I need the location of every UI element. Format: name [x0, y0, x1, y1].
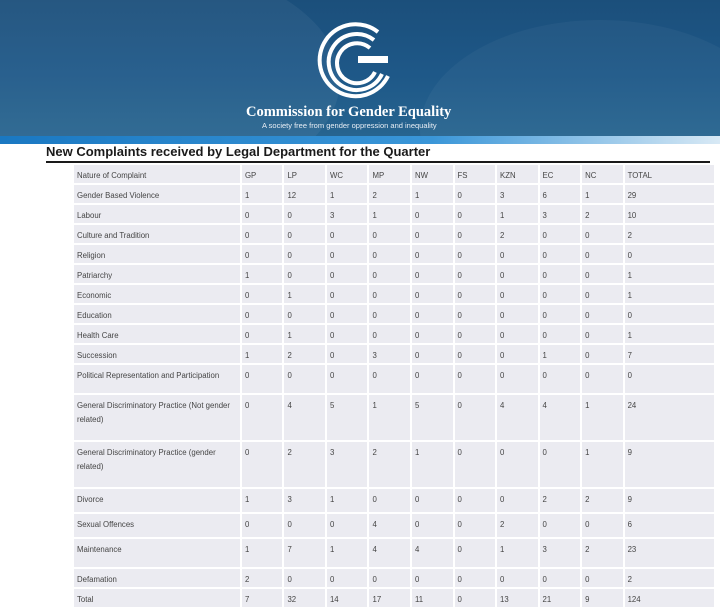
count-cell: 1 [283, 284, 326, 304]
count-cell: 0 [496, 568, 539, 588]
count-cell: 1 [368, 394, 411, 441]
count-cell: 3 [368, 344, 411, 364]
row-total-cell: 7 [624, 344, 715, 364]
count-cell: 0 [368, 224, 411, 244]
count-cell: 11 [411, 588, 454, 608]
table-row [73, 304, 715, 324]
count-cell: 0 [496, 324, 539, 344]
column-header: MP [368, 164, 411, 184]
count-cell: 0 [326, 304, 369, 324]
count-cell: 0 [454, 344, 497, 364]
count-cell: 0 [241, 441, 284, 488]
count-cell: 1 [241, 488, 284, 513]
count-cell: 0 [496, 441, 539, 488]
count-cell: 0 [411, 304, 454, 324]
count-cell: 0 [496, 304, 539, 324]
count-cell: 0 [283, 513, 326, 538]
count-cell: 0 [454, 488, 497, 513]
header-banner [0, 0, 720, 136]
count-cell: 0 [581, 513, 624, 538]
accent-stripe [0, 136, 720, 144]
count-cell: 0 [241, 394, 284, 441]
row-total-cell: 2 [624, 568, 715, 588]
column-header: TOTAL [624, 164, 715, 184]
count-cell: 0 [326, 568, 369, 588]
table-row [73, 224, 715, 244]
count-cell: 0 [581, 244, 624, 264]
count-cell: 7 [241, 588, 284, 608]
column-header: Nature of Complaint [73, 164, 241, 184]
count-cell: 0 [241, 304, 284, 324]
table-row [73, 538, 715, 568]
count-cell: 12 [283, 184, 326, 204]
row-total-cell: 6 [624, 513, 715, 538]
count-cell: 0 [326, 324, 369, 344]
count-cell: 0 [326, 224, 369, 244]
table-row [73, 284, 715, 304]
count-cell: 0 [283, 224, 326, 244]
table-row [73, 184, 715, 204]
complaint-nature-cell: Health Care [73, 324, 241, 344]
count-cell: 0 [454, 394, 497, 441]
table-row [73, 441, 715, 488]
count-cell: 1 [326, 538, 369, 568]
count-cell: 0 [581, 304, 624, 324]
count-cell: 14 [326, 588, 369, 608]
count-cell: 2 [539, 488, 582, 513]
count-cell: 0 [539, 568, 582, 588]
complaint-nature-cell: Religion [73, 244, 241, 264]
count-cell: 0 [283, 204, 326, 224]
column-header: NW [411, 164, 454, 184]
count-cell: 0 [454, 224, 497, 244]
table-row [73, 588, 715, 608]
count-cell: 0 [454, 324, 497, 344]
count-cell: 3 [496, 184, 539, 204]
count-cell: 0 [283, 304, 326, 324]
row-total-cell: 1 [624, 284, 715, 304]
table-row [73, 394, 715, 441]
table-body [73, 184, 715, 608]
count-cell: 0 [454, 513, 497, 538]
count-cell: 0 [496, 344, 539, 364]
count-cell: 0 [411, 513, 454, 538]
row-total-cell: 0 [624, 244, 715, 264]
count-cell: 1 [411, 184, 454, 204]
column-header: WC [326, 164, 369, 184]
count-cell: 0 [326, 264, 369, 284]
count-cell: 0 [241, 513, 284, 538]
count-cell: 4 [411, 538, 454, 568]
complaint-nature-cell: Labour [73, 204, 241, 224]
count-cell: 0 [411, 488, 454, 513]
table-row [73, 244, 715, 264]
count-cell: 0 [241, 324, 284, 344]
row-total-cell: 0 [624, 364, 715, 394]
count-cell: 1 [581, 184, 624, 204]
count-cell: 17 [368, 588, 411, 608]
row-total-cell: 0 [624, 304, 715, 324]
count-cell: 0 [454, 264, 497, 284]
count-cell: 0 [283, 244, 326, 264]
count-cell: 0 [454, 304, 497, 324]
count-cell: 0 [368, 284, 411, 304]
count-cell: 1 [539, 344, 582, 364]
count-cell: 0 [454, 568, 497, 588]
column-header: EC [539, 164, 582, 184]
count-cell: 2 [368, 441, 411, 488]
count-cell: 0 [411, 244, 454, 264]
complaint-nature-cell: Education [73, 304, 241, 324]
count-cell: 2 [283, 344, 326, 364]
count-cell: 1 [496, 538, 539, 568]
count-cell: 3 [283, 488, 326, 513]
count-cell: 0 [496, 284, 539, 304]
row-total-cell: 9 [624, 488, 715, 513]
count-cell: 21 [539, 588, 582, 608]
count-cell: 2 [581, 204, 624, 224]
count-cell: 0 [326, 364, 369, 394]
count-cell: 0 [581, 568, 624, 588]
cge-logo-icon [314, 18, 400, 102]
count-cell: 0 [539, 224, 582, 244]
count-cell: 2 [283, 441, 326, 488]
count-cell: 32 [283, 588, 326, 608]
count-cell: 0 [496, 488, 539, 513]
table-header-row [73, 164, 715, 184]
table-row [73, 344, 715, 364]
complaint-nature-cell: Culture and Tradition [73, 224, 241, 244]
page-title: New Complaints received by Legal Department for the Quarter [46, 144, 431, 159]
complaint-nature-cell: Maintenance [73, 538, 241, 568]
count-cell: 0 [496, 264, 539, 284]
count-cell: 2 [581, 538, 624, 568]
count-cell: 0 [454, 244, 497, 264]
table-row [73, 264, 715, 284]
count-cell: 0 [411, 264, 454, 284]
column-header: KZN [496, 164, 539, 184]
count-cell: 4 [368, 513, 411, 538]
count-cell: 7 [283, 538, 326, 568]
count-cell: 1 [283, 324, 326, 344]
count-cell: 0 [581, 284, 624, 304]
table-row [73, 364, 715, 394]
column-header: LP [283, 164, 326, 184]
count-cell: 9 [581, 588, 624, 608]
count-cell: 1 [581, 441, 624, 488]
count-cell: 0 [581, 324, 624, 344]
complaint-nature-cell: Divorce [73, 488, 241, 513]
count-cell: 6 [539, 184, 582, 204]
count-cell: 1 [411, 441, 454, 488]
count-cell: 0 [241, 224, 284, 244]
row-total-cell: 2 [624, 224, 715, 244]
count-cell: 0 [368, 568, 411, 588]
count-cell: 4 [496, 394, 539, 441]
count-cell: 1 [241, 538, 284, 568]
count-cell: 1 [241, 184, 284, 204]
count-cell: 0 [411, 284, 454, 304]
count-cell: 0 [539, 264, 582, 284]
count-cell: 0 [454, 588, 497, 608]
count-cell: 1 [581, 394, 624, 441]
count-cell: 0 [368, 488, 411, 513]
complaint-nature-cell: Sexual Offences [73, 513, 241, 538]
count-cell: 2 [496, 513, 539, 538]
count-cell: 0 [454, 538, 497, 568]
row-total-cell: 1 [624, 324, 715, 344]
complaint-nature-cell: Total [73, 588, 241, 608]
count-cell: 0 [368, 324, 411, 344]
count-cell: 0 [411, 224, 454, 244]
count-cell: 0 [539, 284, 582, 304]
row-total-cell: 23 [624, 538, 715, 568]
count-cell: 1 [241, 264, 284, 284]
count-cell: 0 [368, 264, 411, 284]
count-cell: 0 [581, 224, 624, 244]
column-header: FS [454, 164, 497, 184]
count-cell: 0 [539, 513, 582, 538]
table-row [73, 568, 715, 588]
count-cell: 0 [368, 364, 411, 394]
organization-name: Commission for Gender Equality [246, 104, 452, 120]
count-cell: 0 [283, 264, 326, 284]
count-cell: 1 [326, 184, 369, 204]
complaint-nature-cell: Succession [73, 344, 241, 364]
count-cell: 0 [454, 284, 497, 304]
count-cell: 0 [241, 284, 284, 304]
table-row [73, 513, 715, 538]
count-cell: 0 [326, 244, 369, 264]
count-cell: 0 [368, 304, 411, 324]
count-cell: 3 [539, 538, 582, 568]
complaint-nature-cell: Patriarchy [73, 264, 241, 284]
complaint-nature-cell: General Discriminatory Practice (Not gender related) [73, 394, 241, 441]
count-cell: 0 [581, 344, 624, 364]
row-total-cell: 1 [624, 264, 715, 284]
count-cell: 0 [241, 364, 284, 394]
count-cell: 0 [539, 324, 582, 344]
count-cell: 1 [241, 344, 284, 364]
complaint-nature-cell: Political Representation and Participation [73, 364, 241, 394]
count-cell: 2 [581, 488, 624, 513]
complaint-nature-cell: Gender Based Violence [73, 184, 241, 204]
count-cell: 2 [496, 224, 539, 244]
complaint-nature-cell: General Discriminatory Practice (gender related) [73, 441, 241, 488]
count-cell: 3 [326, 204, 369, 224]
count-cell: 0 [326, 284, 369, 304]
count-cell: 0 [241, 244, 284, 264]
count-cell: 1 [496, 204, 539, 224]
row-total-cell: 9 [624, 441, 715, 488]
count-cell: 5 [326, 394, 369, 441]
count-cell: 0 [326, 513, 369, 538]
row-total-cell: 29 [624, 184, 715, 204]
count-cell: 0 [454, 364, 497, 394]
count-cell: 0 [539, 441, 582, 488]
row-total-cell: 24 [624, 394, 715, 441]
complaint-nature-cell: Defamation [73, 568, 241, 588]
count-cell: 0 [326, 344, 369, 364]
count-cell: 0 [454, 204, 497, 224]
table-row [73, 204, 715, 224]
count-cell: 0 [454, 441, 497, 488]
count-cell: 5 [411, 394, 454, 441]
complaint-nature-cell: Economic [73, 284, 241, 304]
count-cell: 4 [283, 394, 326, 441]
count-cell: 0 [368, 244, 411, 264]
count-cell: 0 [581, 364, 624, 394]
count-cell: 0 [581, 264, 624, 284]
count-cell: 0 [539, 244, 582, 264]
table-row [73, 488, 715, 513]
row-total-cell: 10 [624, 204, 715, 224]
count-cell: 2 [241, 568, 284, 588]
count-cell: 0 [411, 344, 454, 364]
count-cell: 2 [368, 184, 411, 204]
count-cell: 0 [283, 364, 326, 394]
complaints-table [72, 163, 716, 609]
count-cell: 0 [283, 568, 326, 588]
table-row [73, 324, 715, 344]
count-cell: 3 [539, 204, 582, 224]
count-cell: 0 [411, 568, 454, 588]
count-cell: 1 [326, 488, 369, 513]
count-cell: 4 [539, 394, 582, 441]
count-cell: 1 [368, 204, 411, 224]
count-cell: 0 [496, 244, 539, 264]
count-cell: 0 [496, 364, 539, 394]
count-cell: 0 [241, 204, 284, 224]
count-cell: 3 [326, 441, 369, 488]
column-header: GP [241, 164, 284, 184]
count-cell: 13 [496, 588, 539, 608]
column-header: NC [581, 164, 624, 184]
row-total-cell: 124 [624, 588, 715, 608]
organization-tagline: A society free from gender oppression and inequality [262, 121, 437, 130]
count-cell: 0 [411, 324, 454, 344]
count-cell: 0 [454, 184, 497, 204]
count-cell: 0 [539, 304, 582, 324]
count-cell: 4 [368, 538, 411, 568]
count-cell: 0 [411, 364, 454, 394]
count-cell: 0 [539, 364, 582, 394]
count-cell: 0 [411, 204, 454, 224]
